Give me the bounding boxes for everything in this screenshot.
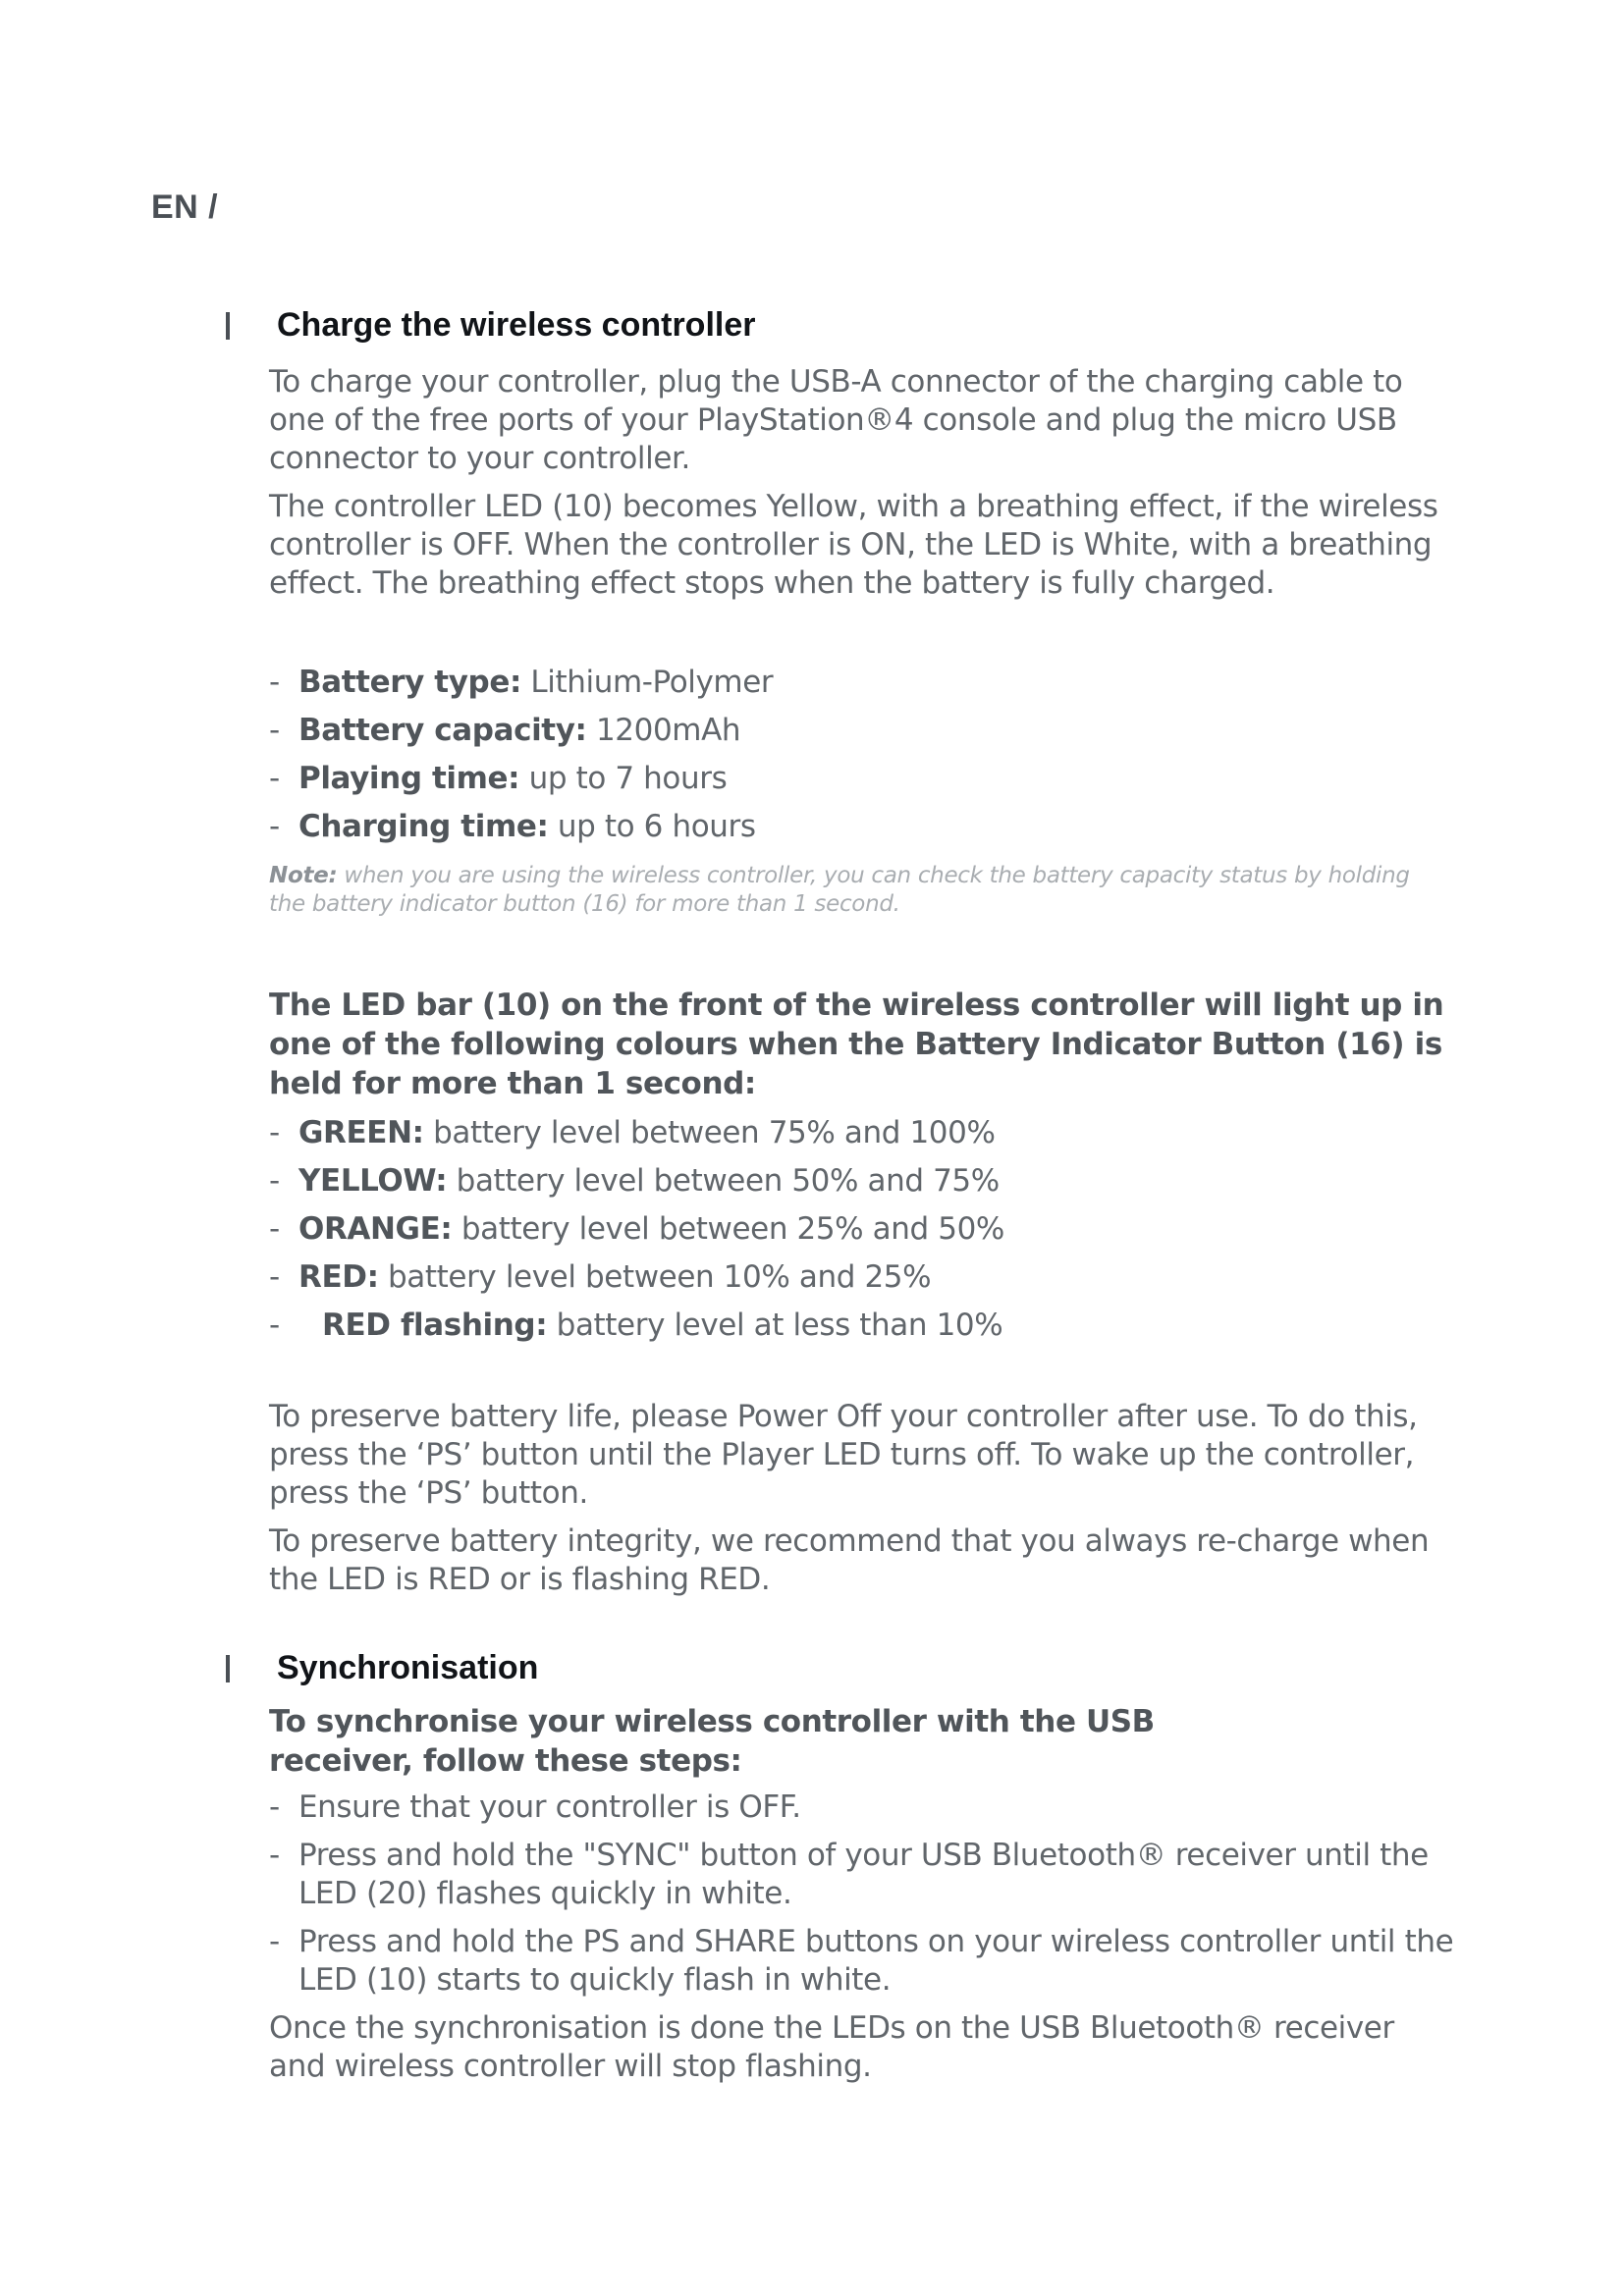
colour-label: RED flashing: (322, 1308, 548, 1343)
step-text: Ensure that your controller is OFF. (298, 1789, 801, 1825)
spec-label: Battery type: (298, 665, 521, 700)
spec-value: Lithium-Polymer (520, 665, 774, 700)
note-text: when you are using the wireless controller, you can check the battery capacity status by holding the battery indicator button (16) for more than 1 second. (269, 863, 1410, 917)
language-label: EN / (151, 188, 219, 226)
sync-intro: To synchronise your wireless controller with the USB receiver, follow these steps: (269, 1704, 1155, 1779)
colour-value: battery level between 10% and 25% (378, 1259, 932, 1295)
list-item: - Ensure that your controller is OFF. (269, 1789, 801, 1825)
paragraph: The controller LED (10) becomes Yellow, with a breathing effect, if the wireless controller is OFF. When the controller is ON, the LED is White, with a breathing effect. The breathing effect stops when the battery is fully charged. (269, 489, 1438, 601)
led-colours (269, 986, 1447, 1350)
section-heading-synchronisation (226, 1649, 538, 1687)
list-item: - Press and hold the PS and SHARE buttons on your wireless controller until the LED (10) starts to quickly flash in white. (269, 1924, 1454, 1998)
spec-value: 1200mAh (586, 713, 741, 748)
paragraph: To preserve battery integrity, we recommend that you always re-charge when the LED is RED or is flashing RED. (269, 1523, 1430, 1597)
section-title: Synchronisation (277, 1649, 539, 1686)
list-item: - Charging time: up to 6 hours (269, 809, 756, 844)
list-item: - Battery type: Lithium-Polymer (269, 665, 774, 700)
paragraph: To charge your controller, plug the USB-A connector of the charging cable to one of the free ports of your PlayStation®4 console and plug the micro USB connector to your controller. (269, 364, 1403, 476)
battery-specs (269, 659, 1447, 851)
section-title: Charge the wireless controller (277, 306, 756, 344)
list-item: - ORANGE: battery level between 25% and 50% (269, 1211, 1004, 1247)
spec-label: Charging time: (298, 809, 549, 844)
list-item: - Battery capacity: 1200mAh (269, 713, 741, 748)
charge-intro (269, 363, 1447, 603)
colour-value: battery level between 25% and 50% (452, 1211, 1004, 1247)
list-item: - RED flashing: battery level at less than 10% (269, 1308, 1003, 1343)
led-intro: The LED bar (10) on the front of the wireless controller will light up in one of the following colours when the Battery Indicator Button (16) is held for more than 1 second: (269, 988, 1444, 1101)
colour-value: battery level between 50% and 75% (447, 1163, 1000, 1199)
section-heading-charge (226, 306, 756, 345)
sync-outro: Once the synchronisation is done the LEDs on the USB Bluetooth® receiver and wireless controller will stop flashing. (269, 2010, 1394, 2084)
list-item: - Press and hold the "SYNC" button of your USB Bluetooth® receiver until the LED (20) flashes quickly in white. (269, 1838, 1429, 1911)
list-item: - Playing time: up to 7 hours (269, 761, 728, 796)
colour-label: GREEN: (298, 1115, 424, 1150)
paragraph: To preserve battery life, please Power Off your controller after use. To do this, press the ‘PS’ button until the Player LED turns off. To wake up the controller, press the ‘PS’ button. (269, 1399, 1418, 1511)
colour-label: ORANGE: (298, 1211, 453, 1247)
note-label: Note: (269, 863, 338, 888)
spec-label: Playing time: (298, 761, 520, 796)
list-item: - YELLOW: battery level between 50% and 75% (269, 1163, 1000, 1199)
spec-value: up to 6 hours (548, 809, 756, 844)
heading-bar-marker (226, 312, 230, 340)
step-text: Press and hold the "SYNC" button of your USB Bluetooth® receiver until the LED (20) flashes quickly in white. (298, 1838, 1429, 1911)
step-text: Press and hold the PS and SHARE buttons on your wireless controller until the LED (10) starts to quickly flash in white. (298, 1924, 1454, 1998)
battery-note (269, 862, 1447, 919)
list-item: - GREEN: battery level between 75% and 100% (269, 1115, 996, 1150)
spec-label: Battery capacity: (298, 713, 587, 748)
battery-care (269, 1398, 1447, 1599)
colour-label: RED: (298, 1259, 379, 1295)
list-item: - RED: battery level between 10% and 25% (269, 1259, 932, 1295)
colour-label: YELLOW: (298, 1163, 448, 1199)
sync-instructions (269, 1702, 1454, 2086)
heading-bar-marker (226, 1655, 230, 1682)
colour-value: battery level between 75% and 100% (423, 1115, 996, 1150)
colour-value: battery level at less than 10% (547, 1308, 1003, 1343)
spec-value: up to 7 hours (519, 761, 728, 796)
